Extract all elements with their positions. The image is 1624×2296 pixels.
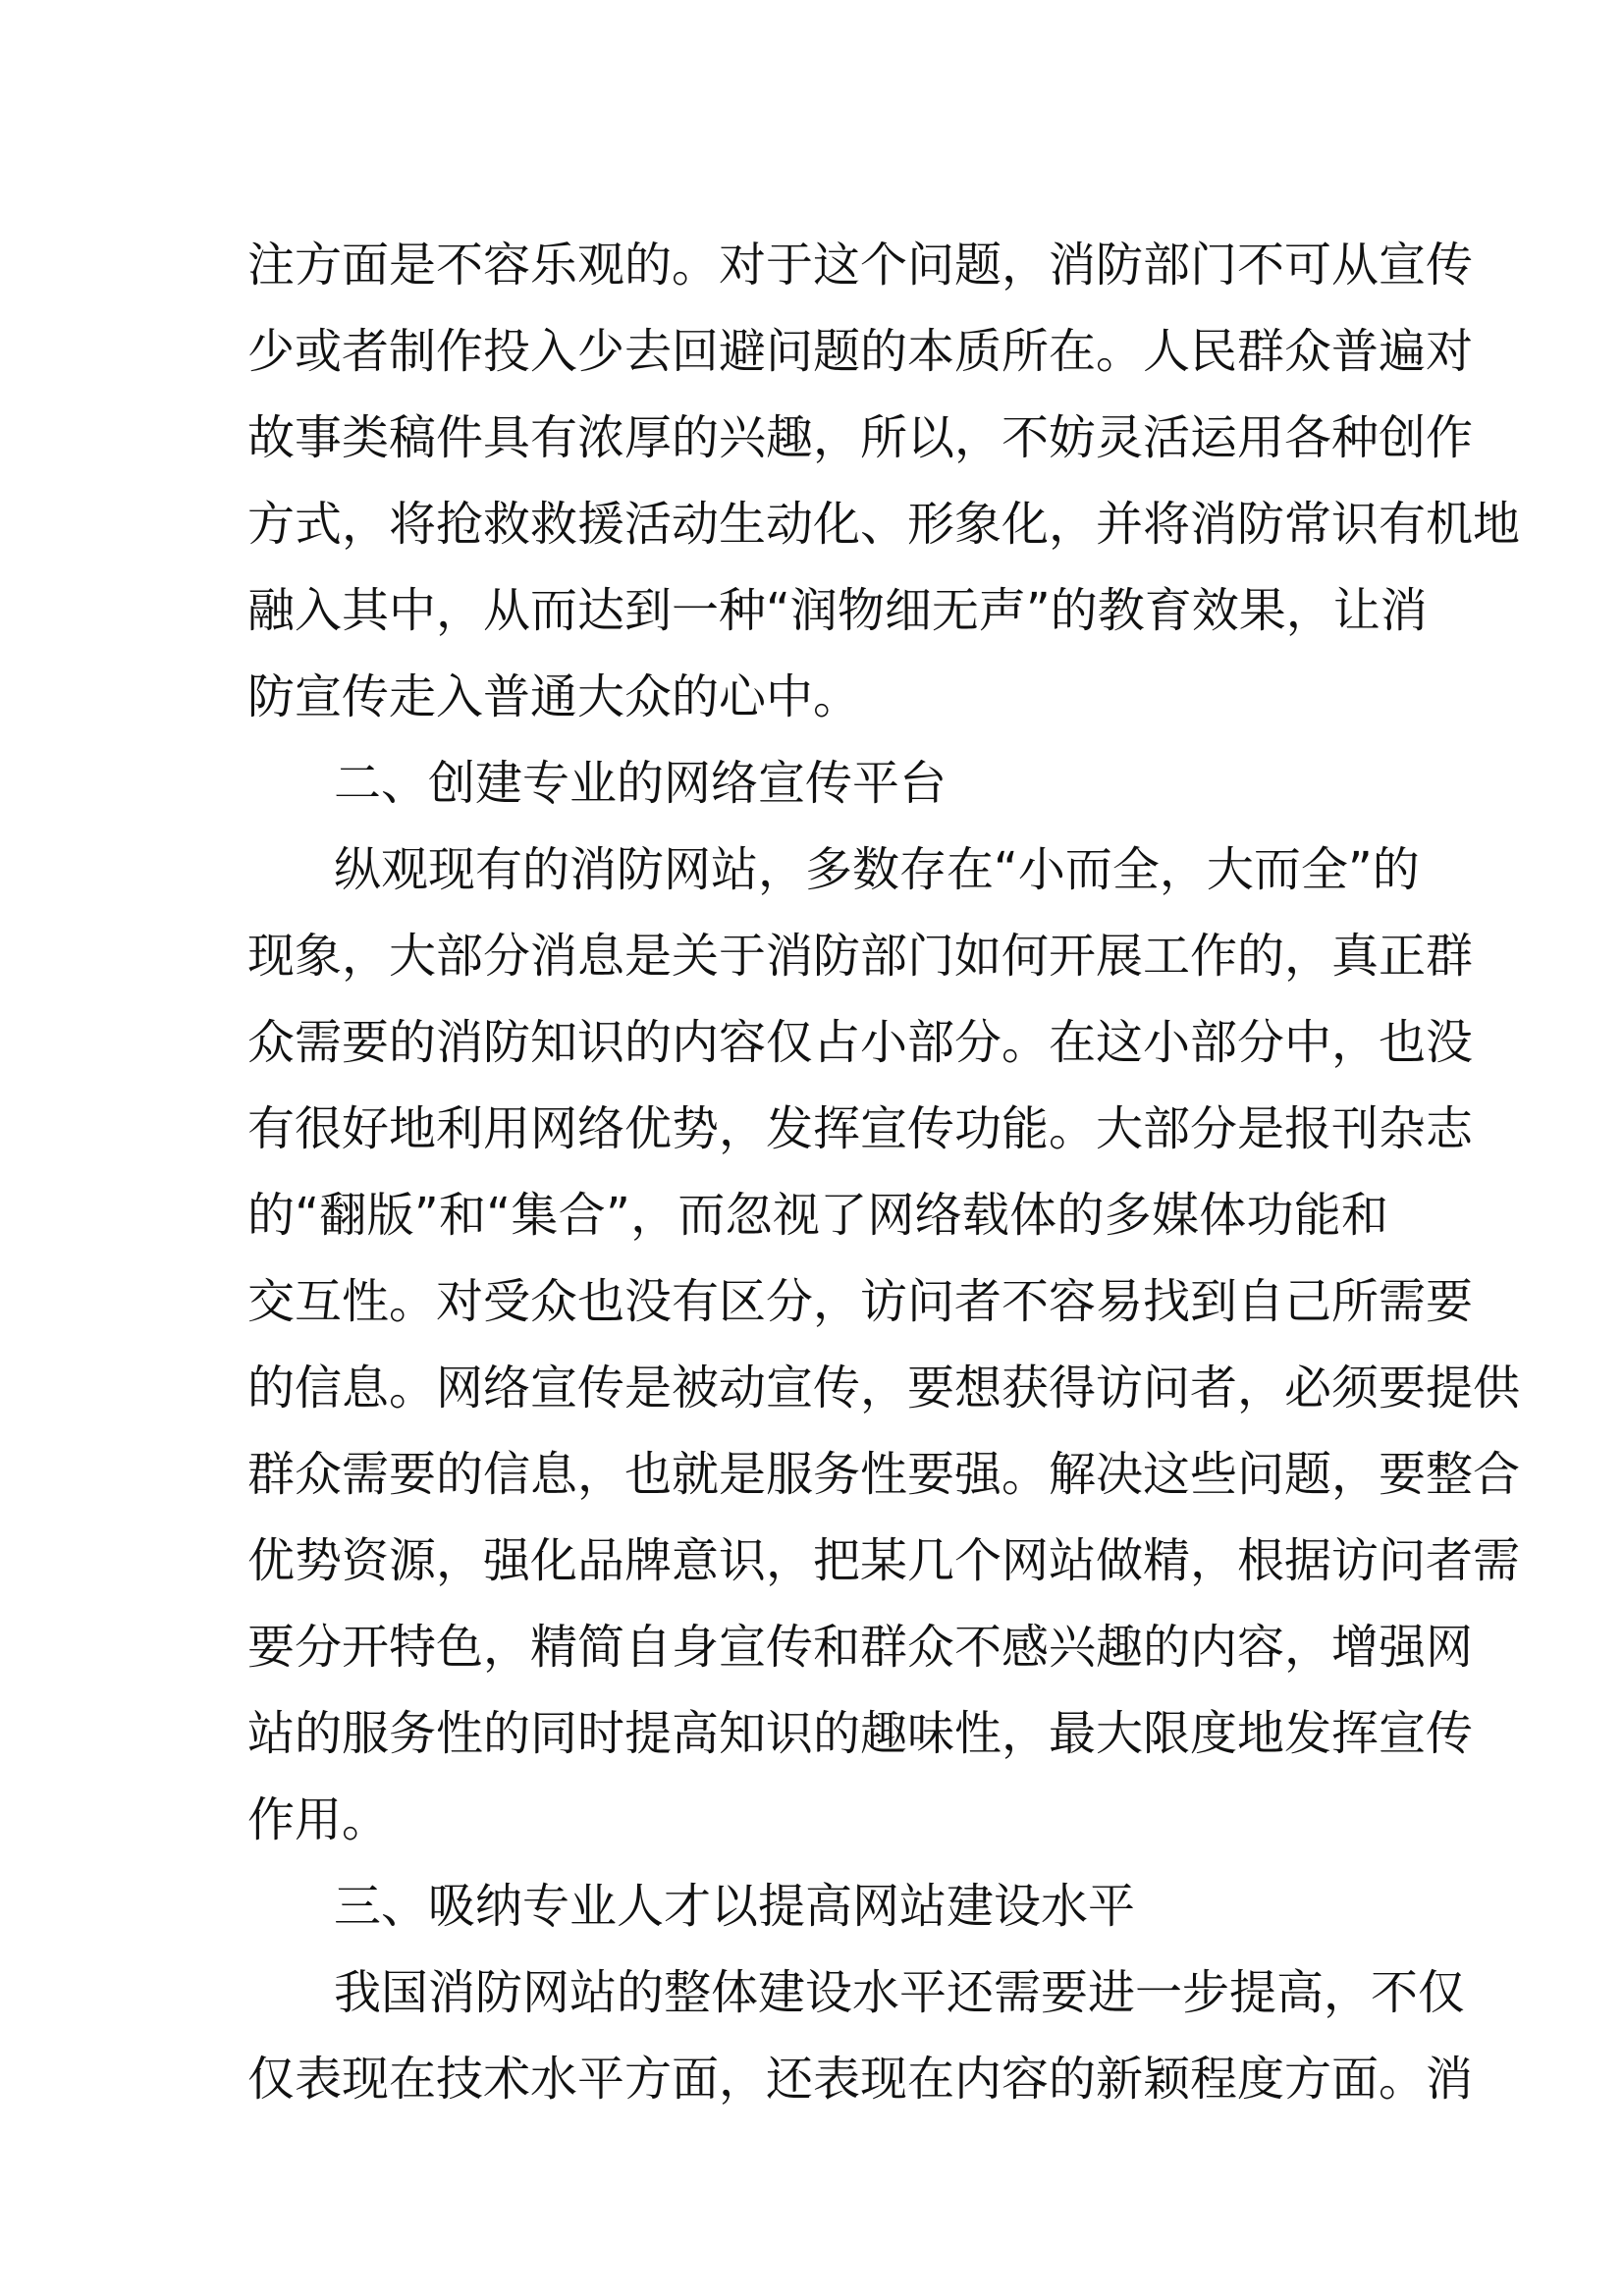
- text-line: 交互性。对受众也没有区分，访问者不容易找到自己所需要: [247, 1274, 1474, 1329]
- text-line: 优势资源，强化品牌意识，把某几个网站做精，根据访问者需: [247, 1533, 1521, 1588]
- text-line: 方式，将抢救救援活动生动化、形象化，并将消防常识有机地: [247, 497, 1521, 552]
- text-line: 众需要的消防知识的内容仅占小部分。在这小部分中，也没: [247, 1015, 1474, 1070]
- document-body: [247, 222, 1521, 2122]
- paragraph-2: [247, 827, 1521, 1863]
- paragraph-1: [247, 222, 1521, 740]
- text-line: 故事类稿件具有浓厚的兴趣，所以，不妨灵活运用各种创作: [247, 410, 1474, 465]
- text-line: 的“翻版”和“集合”，而忽视了网络载体的多媒体功能和: [247, 1188, 1388, 1243]
- text-line: 现象，大部分消息是关于消防部门如何开展工作的，真正群: [247, 929, 1474, 984]
- text-line: 少或者制作投入少去回避问题的本质所在。人民群众普遍对: [247, 324, 1474, 379]
- section-heading-2: 二、创建专业的网络宣传平台: [334, 756, 947, 811]
- text-line: 的信息。网络宣传是被动宣传，要想获得访问者，必须要提供: [247, 1361, 1521, 1415]
- text-line: 我国消防网站的整体建设水平还需要进一步提高，不仅: [334, 1965, 1466, 2020]
- text-line: 注方面是不容乐观的。对于这个问题，消防部门不可从宣传: [247, 238, 1474, 293]
- text-line: 作用。: [247, 1792, 390, 1847]
- text-line: 站的服务性的同时提高知识的趣味性，最大限度地发挥宣传: [247, 1706, 1474, 1761]
- text-line: 要分开特色，精简自身宣传和群众不感兴趣的内容，增强网: [247, 1620, 1474, 1675]
- text-line: 防宣传走入普通大众的心中。: [247, 669, 861, 724]
- text-line: 群众需要的信息，也就是服务性要强。解决这些问题，要整合: [247, 1447, 1521, 1502]
- paragraph-3: [247, 1949, 1474, 2122]
- section-heading-3: 三、吸纳专业人才以提高网站建设水平: [334, 1879, 1136, 1934]
- text-line: 有很好地利用网络优势，发挥宣传功能。大部分是报刊杂志: [247, 1101, 1474, 1156]
- text-line: 融入其中，从而达到一种“润物细无声”的教育效果，让消: [247, 583, 1428, 638]
- text-line: 纵观现有的消防网站，多数存在“小而全，大而全”的: [334, 842, 1420, 897]
- text-line: 仅表现在技术水平方面，还表现在内容的新颖程度方面。消: [247, 2052, 1474, 2107]
